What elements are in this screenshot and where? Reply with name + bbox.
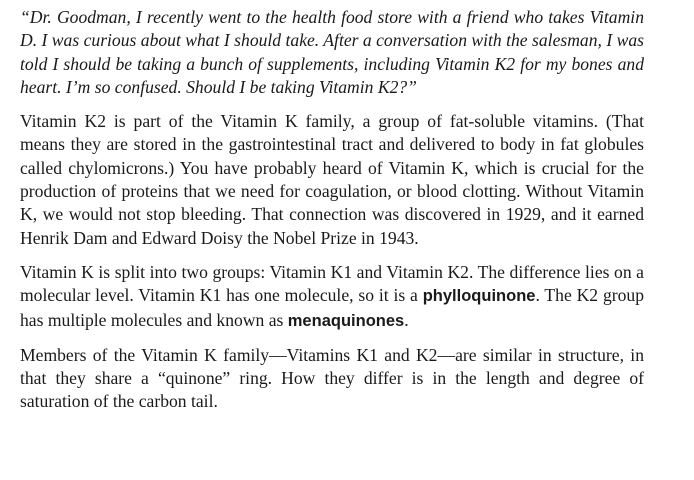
paragraph-quinone-structure: Members of the Vitamin K family—Vitamins K1 and K2—are similar in structure, in that they share a “quinone” ring. How they differ is in the length and degree of saturation of the carbon tail. — [20, 344, 644, 412]
paragraph-text-segment: . — [404, 309, 409, 330]
term-phylloquinone: phylloquinone — [422, 287, 536, 306]
paragraph-text-segment: . The K2 group has multiple molecules and known as — [20, 285, 644, 330]
term-menaquinones: menaquinones — [287, 311, 405, 330]
document-page — [20, 6, 644, 425]
patient-question-quote: “Dr. Goodman, I recently went to the health food store with a friend who takes Vitamin D. I was curious about what I should take. After a conversation with the salesman, I was told I should be taking a bunch of supplements, including Vitamin K2 for my bones and heart. I’m so confused. Should I be taking Vitamin K2?” — [20, 7, 644, 97]
paragraph-text-segment: Vitamin K is split into two groups: Vitamin K1 and Vitamin K2. The difference lies on a molecular level. Vitamin K1 has one molecule, so it is a — [20, 261, 644, 306]
paragraph-vitamin-k-groups — [20, 261, 644, 333]
paragraph-vitamin-k-family: Vitamin K2 is part of the Vitamin K family, a group of fat-soluble vitamins. (That means they are stored in the gastrointestinal tract and delivered to body in fat globules called chylomicrons.) You have probably heard of Vitamin K, which is crucial for the production of proteins that we need for coagulation, or blood clotting. Without Vitamin K, we would not stop bleeding. That connection was discovered in 1929, and it earned Henrik Dam and Edward Doisy the Nobel Prize in 1943. — [20, 111, 644, 248]
